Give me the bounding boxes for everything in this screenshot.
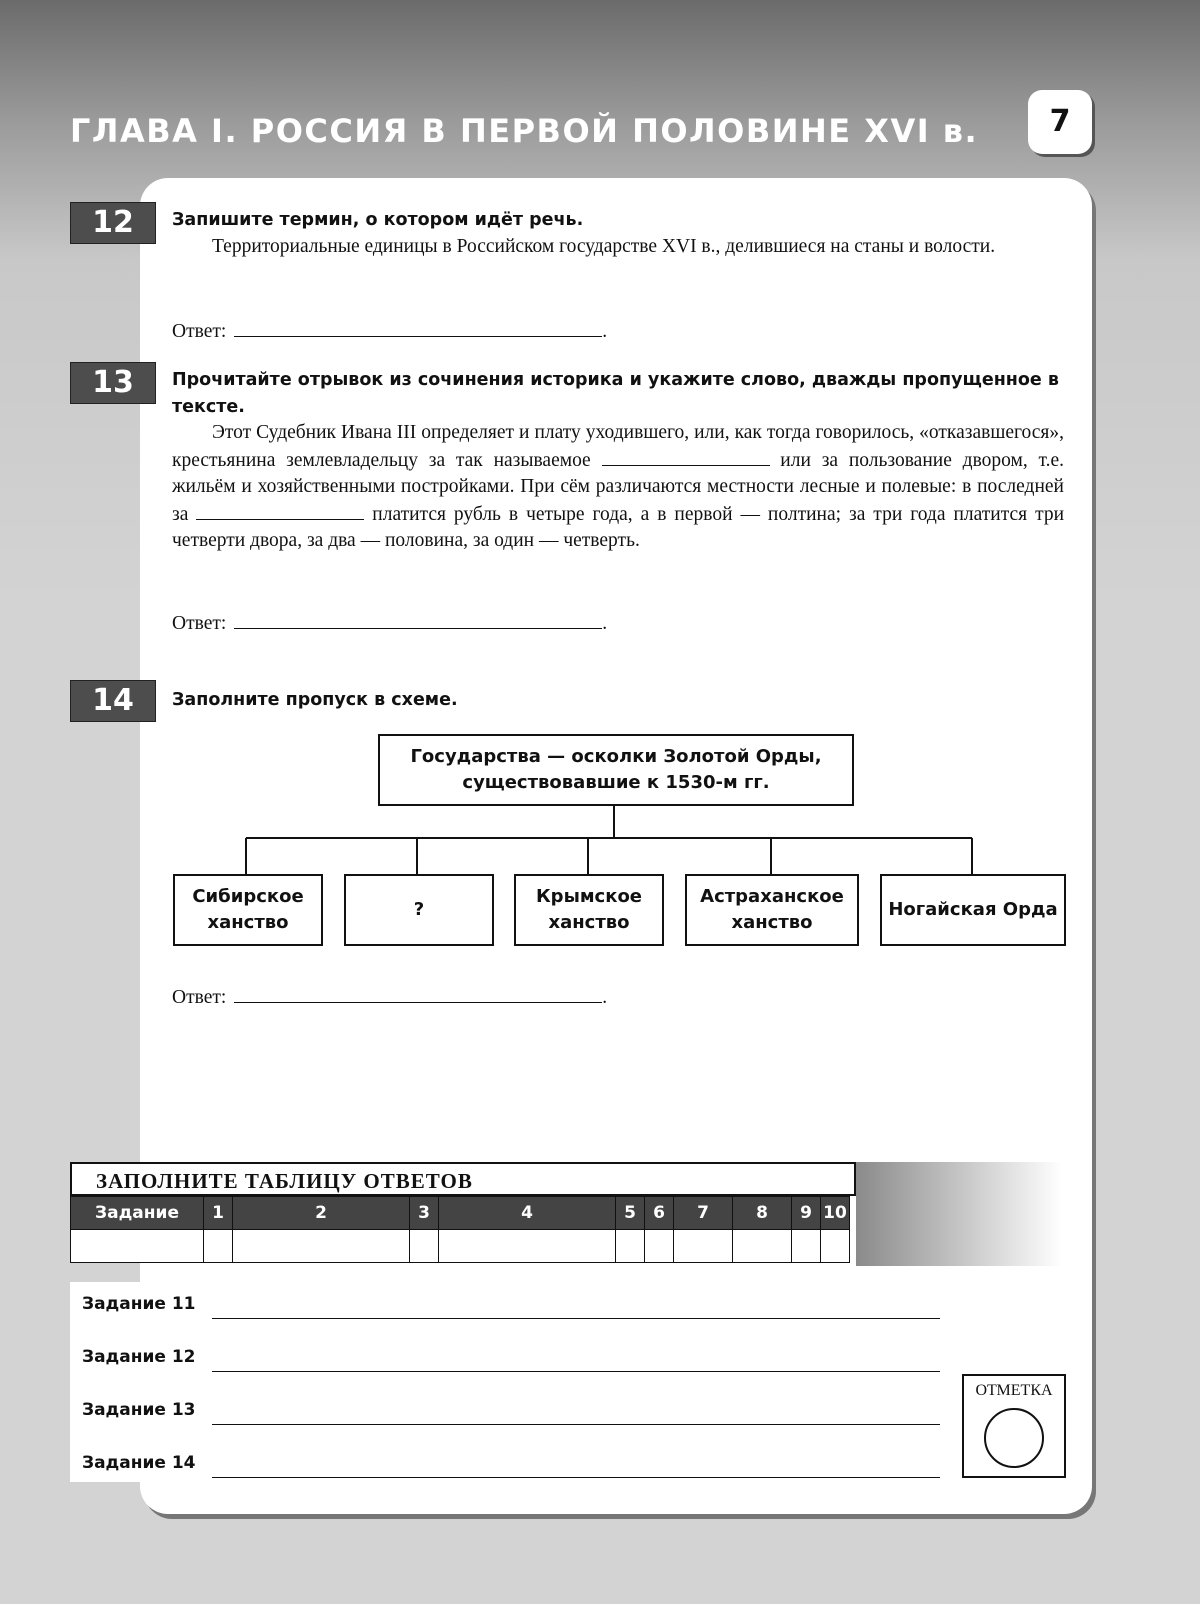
summary-area [70, 1282, 950, 1482]
task-13-body [172, 367, 1064, 555]
answer-cell-1[interactable] [204, 1230, 233, 1263]
answer-line[interactable] [234, 316, 602, 337]
task-13-question: Прочитайте отрывок из сочинения историка и укажите слово, дважды пропущенное в тексте. [172, 370, 1059, 417]
task-12-number: 12 [70, 202, 156, 244]
grade-circle-icon [984, 1408, 1044, 1468]
table-shade [856, 1162, 1062, 1266]
answer-label: Ответ: [172, 613, 227, 634]
table-header: Задание [71, 1197, 204, 1230]
summary-label: Задание 13 [82, 1400, 196, 1420]
answer-cell-5[interactable] [616, 1230, 645, 1263]
task-14-question: Заполните пропуск в схеме. [172, 690, 458, 710]
chapter-title: ГЛАВА I. РОССИЯ В ПЕРВОЙ ПОЛОВИНЕ XVI в. [70, 112, 979, 150]
answer-cell-9[interactable] [792, 1230, 821, 1263]
task-13-answer[interactable] [172, 608, 607, 635]
page-number: 7 [1028, 90, 1092, 154]
table-cell-label [71, 1230, 204, 1263]
table-header: 5 [616, 1197, 645, 1230]
summary-label: Задание 12 [82, 1347, 196, 1367]
answer-label: Ответ: [172, 321, 227, 342]
task-14-answer[interactable] [172, 982, 607, 1009]
answer-label: Ответ: [172, 987, 227, 1008]
grade-box[interactable] [962, 1374, 1066, 1478]
grade-label: ОТМЕТКА [975, 1382, 1053, 1399]
task-12-question: Запишите термин, о котором идёт речь. [172, 210, 584, 230]
table-header: 1 [204, 1197, 233, 1230]
table-header: 8 [733, 1197, 792, 1230]
answer-table-title: ЗАПОЛНИТЕ ТАБЛИЦУ ОТВЕТОВ [70, 1162, 856, 1196]
summary-label: Задание 14 [82, 1453, 196, 1473]
answer-cell-3[interactable] [410, 1230, 439, 1263]
summary-answer-line[interactable] [212, 1424, 940, 1425]
task-14-number: 14 [70, 680, 156, 722]
scheme-box-astrakhan: Астраханское ханство [685, 874, 859, 946]
summary-label: Задание 11 [82, 1294, 196, 1314]
summary-answer-line[interactable] [212, 1477, 940, 1478]
answer-cell-2[interactable] [233, 1230, 410, 1263]
table-header: 10 [821, 1197, 850, 1230]
table-header: 4 [439, 1197, 616, 1230]
table-header: 2 [233, 1197, 410, 1230]
answer-table [70, 1196, 850, 1263]
answer-dot: . [602, 613, 608, 634]
answer-cell-8[interactable] [733, 1230, 792, 1263]
task-13-text [172, 420, 1064, 555]
answer-cell-7[interactable] [674, 1230, 733, 1263]
task-14-body [172, 687, 1064, 714]
task-12-answer[interactable] [172, 316, 607, 343]
summary-answer-line[interactable] [212, 1318, 940, 1319]
scheme-box-missing: ? [344, 874, 494, 946]
task-13-text-part-1: Этот Судебник Ивана III определяет и плату уходившего, или, как тогда говорилось, «отказавшегося», крестьянина землевладельцу за так называемое [172, 422, 1064, 471]
task-13-text-part-3: платится рубль в четыре года, а в первой — полтина; за три года платится три четверти двора, за два — половина, за один — четверть. [172, 503, 1065, 551]
task-13-number: 13 [70, 362, 156, 404]
scheme-box-siberian: Сибирское ханство [173, 874, 323, 946]
scheme-top-box: Государства — осколки Золотой Орды, существовавшие к 1530-м гг. [378, 734, 854, 806]
answer-line[interactable] [234, 608, 602, 629]
summary-answer-line[interactable] [212, 1371, 940, 1372]
answer-dot: . [602, 987, 608, 1008]
text-gap-2 [196, 501, 364, 520]
answer-dot: . [602, 321, 608, 342]
task-12-text: Территориальные единицы в Российском государстве XVI в., делившиеся на станы и волости. [212, 235, 996, 257]
text-gap-1 [602, 447, 770, 466]
answer-cell-10[interactable] [821, 1230, 850, 1263]
scheme-box-crimean: Крымское ханство [514, 874, 664, 946]
table-header: 3 [410, 1197, 439, 1230]
answer-line[interactable] [234, 982, 602, 1003]
table-header: 6 [645, 1197, 674, 1230]
answer-cell-4[interactable] [439, 1230, 616, 1263]
table-header: 7 [674, 1197, 733, 1230]
answer-cell-6[interactable] [645, 1230, 674, 1263]
task-13-text-part-2: или за пользование двором, т.е. жильём и хозяйственными постройками. При сём различаются местности лесные и полевые: в последней за [172, 449, 1064, 525]
table-header: 9 [792, 1197, 821, 1230]
scheme-box-nogai: Ногайская Орда [880, 874, 1066, 946]
task-12-body [172, 207, 1064, 260]
